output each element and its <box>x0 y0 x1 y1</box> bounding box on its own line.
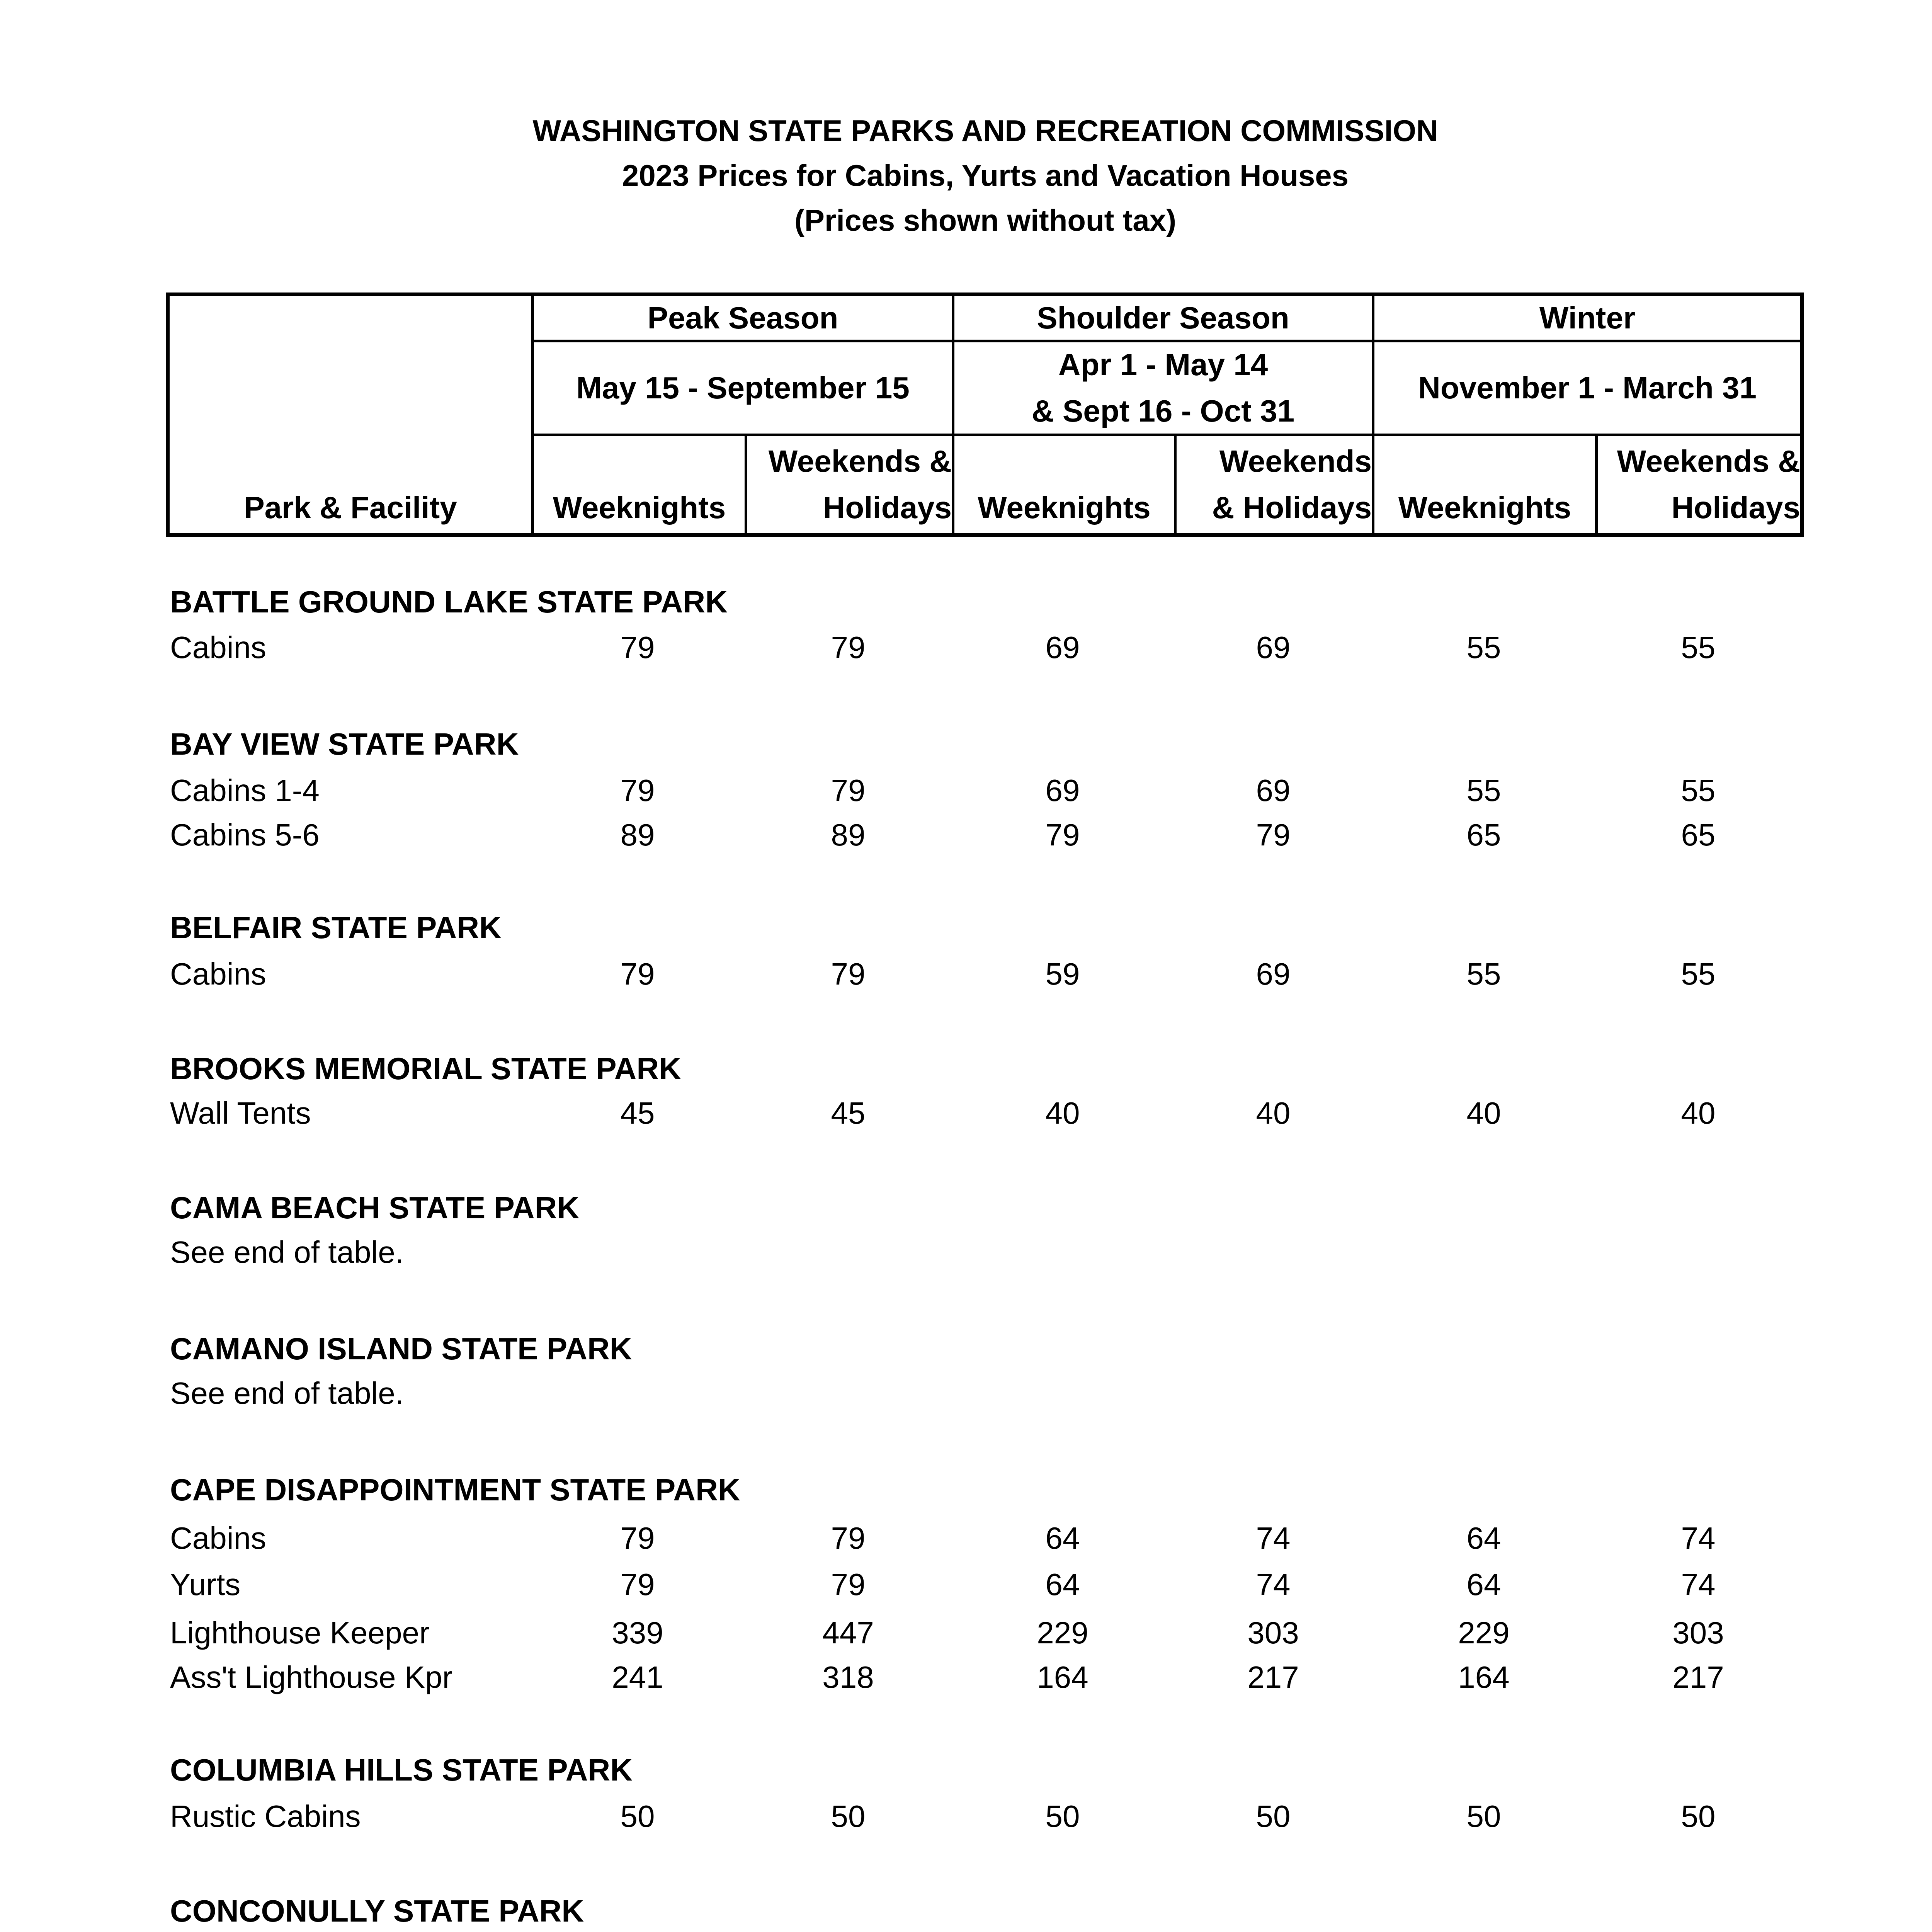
price-cell: 55 <box>1681 773 1716 808</box>
header-winter-weekends <box>1598 436 1800 533</box>
shoulder-weekends-line-1: Weekends <box>1219 444 1372 478</box>
facility-name: Cabins 5-6 <box>170 818 320 852</box>
price-cell: 229 <box>1458 1616 1510 1650</box>
price-cell: 64 <box>1466 1567 1501 1602</box>
price-cell: 69 <box>1045 630 1080 665</box>
table-row <box>0 630 1932 672</box>
price-cell: 229 <box>1037 1616 1088 1650</box>
price-cell: 40 <box>1256 1096 1291 1130</box>
title-line-2: 2023 Prices for Cabins, Yurts and Vacation Houses <box>622 158 1349 192</box>
price-cell: 79 <box>831 773 866 808</box>
price-cell: 164 <box>1458 1660 1510 1694</box>
price-cell: 50 <box>620 1799 655 1833</box>
price-cell: 318 <box>822 1660 874 1694</box>
shoulder-weekends-line-2: & Holidays <box>1212 490 1372 525</box>
title-line-1: WASHINGTON STATE PARKS AND RECREATION COMMISSION <box>532 114 1438 148</box>
park-note: See end of table. <box>170 1376 404 1410</box>
header-shoulder-weekends <box>1177 436 1372 533</box>
price-cell: 50 <box>1045 1799 1080 1833</box>
price-cell: 79 <box>831 1567 866 1602</box>
park-title: BROOKS MEMORIAL STATE PARK <box>170 1051 681 1086</box>
price-cell: 40 <box>1681 1096 1716 1130</box>
peak-weekends-line-1: Weekends & <box>768 444 952 478</box>
table-header <box>166 293 1804 537</box>
title-line-3: (Prices shown without tax) <box>794 203 1177 237</box>
price-cell: 89 <box>831 818 866 852</box>
price-cell: 79 <box>620 1521 655 1555</box>
price-cell: 55 <box>1466 630 1501 665</box>
header-peak-season: Peak Season <box>647 300 838 335</box>
price-cell: 50 <box>1681 1799 1716 1833</box>
facility-name: Cabins <box>170 630 267 665</box>
park-note: See end of table. <box>170 1235 404 1269</box>
price-cell: 65 <box>1681 818 1716 852</box>
price-cell: 69 <box>1256 630 1291 665</box>
price-cell: 79 <box>620 630 655 665</box>
header-shoulder-weeknights: Weeknights <box>978 490 1151 525</box>
price-cell: 79 <box>1045 818 1080 852</box>
table-row <box>0 1615 1932 1658</box>
price-cell: 45 <box>620 1096 655 1130</box>
header-winter-weeknights: Weeknights <box>1398 490 1571 525</box>
price-cell: 55 <box>1466 773 1501 808</box>
price-cell: 69 <box>1045 773 1080 808</box>
header-winter-season: Winter <box>1539 300 1636 335</box>
price-cell: 55 <box>1466 957 1501 991</box>
winter-weekends-line-2: Holidays <box>1671 490 1800 525</box>
price-cell: 89 <box>620 818 655 852</box>
price-cell: 79 <box>1256 818 1291 852</box>
table-row <box>0 773 1932 815</box>
winter-weekends-line-1: Weekends & <box>1617 444 1800 478</box>
price-cell: 79 <box>620 957 655 991</box>
price-cell: 64 <box>1045 1521 1080 1555</box>
price-cell: 40 <box>1045 1096 1080 1130</box>
price-cell: 74 <box>1256 1521 1291 1555</box>
table-row <box>0 1660 1932 1702</box>
price-cell: 164 <box>1037 1660 1088 1694</box>
park-title: CONCONULLY STATE PARK <box>170 1894 584 1928</box>
header-peak-dates: May 15 - September 15 <box>576 371 910 405</box>
price-cell: 59 <box>1045 957 1080 991</box>
park-title: BELFAIR STATE PARK <box>170 910 502 945</box>
header-winter-dates: November 1 - March 31 <box>1418 371 1757 405</box>
price-cell: 64 <box>1466 1521 1501 1555</box>
shoulder-dates-line-1: Apr 1 - May 14 <box>1058 347 1268 382</box>
facility-name: Cabins 1-4 <box>170 773 320 808</box>
price-cell: 74 <box>1256 1567 1291 1602</box>
price-cell: 74 <box>1681 1521 1716 1555</box>
price-cell: 55 <box>1681 957 1716 991</box>
park-title: COLUMBIA HILLS STATE PARK <box>170 1753 633 1787</box>
facility-name: Cabins <box>170 957 267 991</box>
price-cell: 40 <box>1466 1096 1501 1130</box>
price-cell: 303 <box>1672 1616 1724 1650</box>
park-title: CAPE DISAPPOINTMENT STATE PARK <box>170 1473 740 1507</box>
facility-name: Rustic Cabins <box>170 1799 361 1833</box>
table-row <box>0 817 1932 860</box>
price-cell: 339 <box>612 1616 663 1650</box>
price-cell: 79 <box>620 1567 655 1602</box>
table-row <box>0 1095 1932 1138</box>
price-cell: 55 <box>1681 630 1716 665</box>
document-title <box>0 108 1932 243</box>
header-peak-weeknights: Weeknights <box>553 490 726 525</box>
table-row <box>0 956 1932 999</box>
shoulder-dates-line-2: & Sept 16 - Oct 31 <box>1031 394 1295 428</box>
header-shoulder-dates <box>954 342 1372 434</box>
price-cell: 79 <box>831 1521 866 1555</box>
price-cell: 217 <box>1247 1660 1299 1694</box>
facility-name: Lighthouse Keeper <box>170 1616 430 1650</box>
price-cell: 79 <box>831 957 866 991</box>
header-peak-weekends <box>747 436 952 533</box>
table-row <box>0 1520 1932 1563</box>
price-cell: 50 <box>1256 1799 1291 1833</box>
price-cell: 303 <box>1247 1616 1299 1650</box>
header-park-facility: Park & Facility <box>244 490 457 525</box>
price-cell: 217 <box>1672 1660 1724 1694</box>
facility-name: Yurts <box>170 1567 241 1602</box>
price-cell: 79 <box>831 630 866 665</box>
facility-name: Cabins <box>170 1521 267 1555</box>
park-title: CAMA BEACH STATE PARK <box>170 1190 580 1225</box>
price-cell: 50 <box>831 1799 866 1833</box>
facility-name: Ass't Lighthouse Kpr <box>170 1660 453 1694</box>
price-cell: 241 <box>612 1660 663 1694</box>
header-shoulder-season: Shoulder Season <box>1037 300 1289 335</box>
price-cell: 69 <box>1256 773 1291 808</box>
park-title: BAY VIEW STATE PARK <box>170 727 519 761</box>
price-cell: 65 <box>1466 818 1501 852</box>
facility-name: Wall Tents <box>170 1096 311 1130</box>
price-cell: 50 <box>1466 1799 1501 1833</box>
price-cell: 45 <box>831 1096 866 1130</box>
price-cell: 74 <box>1681 1567 1716 1602</box>
price-cell: 79 <box>620 773 655 808</box>
table-row <box>0 1567 1932 1609</box>
price-cell: 64 <box>1045 1567 1080 1602</box>
park-title: BATTLE GROUND LAKE STATE PARK <box>170 585 728 619</box>
peak-weekends-line-2: Holidays <box>823 490 952 525</box>
price-cell: 447 <box>822 1616 874 1650</box>
table-row <box>0 1799 1932 1841</box>
price-cell: 69 <box>1256 957 1291 991</box>
park-title: CAMANO ISLAND STATE PARK <box>170 1332 632 1366</box>
